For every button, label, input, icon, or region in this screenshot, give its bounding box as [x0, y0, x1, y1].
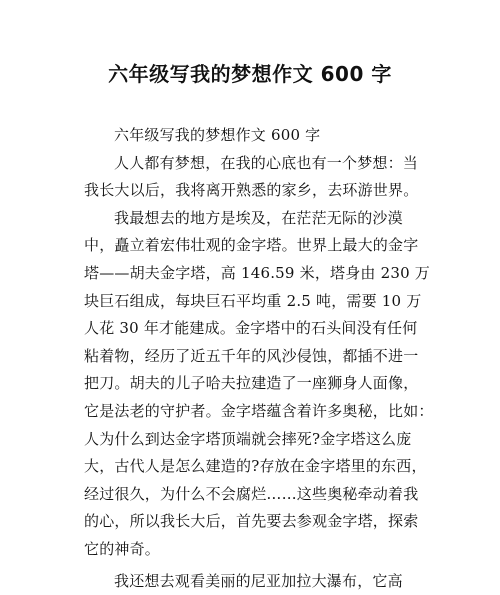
body-line: 六年级写我的梦想作文 600 字 — [84, 122, 420, 150]
body-line: 经过很久，为什么不会腐烂……这些奥秘牵动着我 — [84, 481, 420, 509]
body-line: 块巨石组成，每块巨石平均重 2.5 吨，需要 10 万 — [84, 288, 420, 316]
body-line: 它是法老的守护者。金字塔蕴含着许多奥秘，比如： — [84, 398, 420, 426]
body-line: 中，矗立着宏伟壮观的金字塔。世界上最大的金字 — [84, 232, 420, 260]
body-line: 人为什么到达金字塔顶端就会摔死?金字塔这么庞 — [84, 426, 420, 454]
body-line: 的心，所以我长大后，首先要去参观金字塔，探索 — [84, 508, 420, 536]
body-line: 它的神奇。 — [84, 536, 420, 564]
body-line: 把刀。胡夫的儿子哈夫拉建造了一座狮身人面像， — [84, 370, 420, 398]
body-line: 我还想去观看美丽的尼亚加拉大瀑布，它高 — [84, 568, 420, 595]
body-line: 人花 30 年才能建成。金字塔中的石头间没有任何 — [84, 315, 420, 343]
body-line: 人人都有梦想，在我的心底也有一个梦想：当 — [84, 150, 420, 178]
body-line: 我长大以后，我将离开熟悉的家乡，去环游世界。 — [84, 177, 420, 205]
document-title: 六年级写我的梦想作文 600 字 — [0, 60, 500, 88]
body-line: 塔——胡夫金字塔，高 146.59 米，塔身由 230 万 — [84, 260, 420, 288]
body-line: 大，古代人是怎么建造的?存放在金字塔里的东西， — [84, 453, 420, 481]
body-line: 粘着物，经历了近五千年的风沙侵蚀，都插不进一 — [84, 343, 420, 371]
document-body — [84, 122, 420, 595]
body-line: 我最想去的地方是埃及，在茫茫无际的沙漠 — [84, 205, 420, 233]
